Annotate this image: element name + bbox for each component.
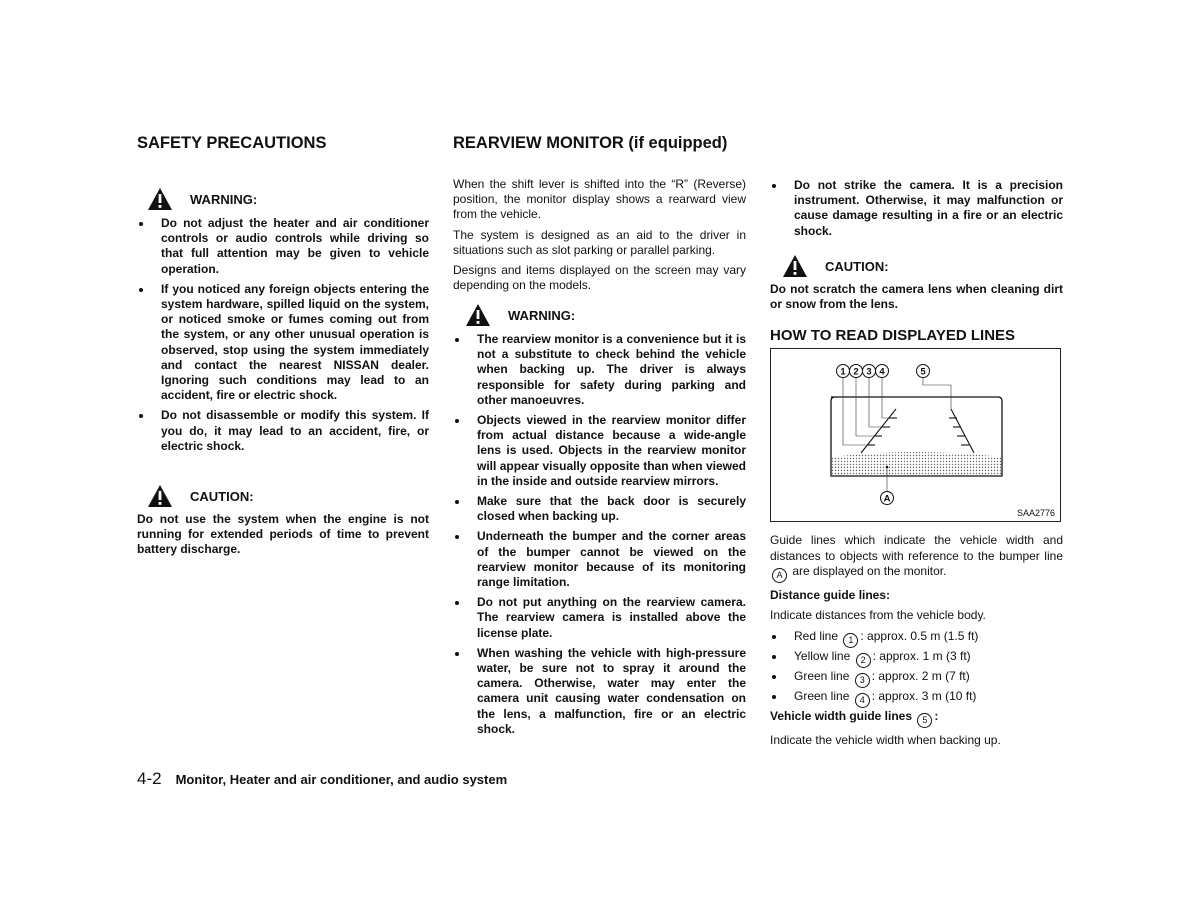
right-caution-text-block bbox=[770, 282, 1063, 312]
right-warning-list-block bbox=[770, 178, 1063, 244]
list-item: Green line 3 : approx. 2 m (7 ft) bbox=[770, 668, 1063, 688]
paragraph: The system is designed as an aid to the driver in situations such as slot parking or parallel parking. bbox=[453, 227, 746, 257]
number-badge: 3 bbox=[855, 673, 870, 688]
middle-warning-list-block bbox=[453, 332, 746, 742]
page-number: 4-2 bbox=[137, 769, 162, 788]
warning-triangle-icon bbox=[465, 303, 491, 327]
caution-label-right: CAUTION: bbox=[782, 254, 889, 278]
marker-a-badge: A bbox=[772, 568, 787, 583]
guide-lines-diagram bbox=[770, 348, 1061, 522]
list-item: Red line 1 : approx. 0.5 m (1.5 ft) bbox=[770, 628, 1063, 648]
callout-4-label: 4 bbox=[879, 366, 885, 378]
list-item: When washing the vehicle with high-pressure water, be sure not to spray it around the camera. Otherwise, water may enter the camera unit causing water condensation on the lens, a malfunction, fire or an electric shock. bbox=[453, 646, 746, 737]
warning-label-left: WARNING: bbox=[147, 187, 257, 211]
rearview-monitor-title: REARVIEW MONITOR (if equipped) bbox=[453, 134, 728, 152]
left-caution-text-block bbox=[137, 512, 429, 558]
list-item: If you noticed any foreign objects entering the system hardware, spilled liquid on the system, or noticed smoke or fumes coming out from the system, or any other unusual operation is observed, stop using the system immediately and contact the nearest NISSAN dealer. Ignoring such conditions may lead to an accident, fire or electric shock. bbox=[137, 282, 429, 404]
number-badge: 2 bbox=[856, 653, 871, 668]
callout-2-label: 2 bbox=[853, 366, 859, 378]
distance-guide-heading: Distance guide lines: bbox=[770, 588, 891, 602]
list-item: Yellow line 2 : approx. 1 m (3 ft) bbox=[770, 648, 1063, 668]
callout-3-label: 3 bbox=[866, 366, 872, 378]
left-warning-list bbox=[137, 216, 429, 454]
guide-description-block bbox=[770, 533, 1063, 754]
list-item: Do not disassemble or modify this system. If you do, it may lead to an accident, fire, or electric shock. bbox=[137, 408, 429, 454]
callout-5-label: 5 bbox=[920, 366, 926, 378]
list-item: Do not put anything on the rearview camera. The rearview camera is installed above the license plate. bbox=[453, 595, 746, 641]
distance-guide-list bbox=[770, 628, 1063, 708]
guide-lines-diagram-svg bbox=[771, 349, 1060, 521]
bumper-band bbox=[832, 452, 1001, 475]
distance-guide-desc: Indicate distances from the vehicle body. bbox=[770, 608, 986, 623]
list-item: Do not adjust the heater and air conditioner controls or audio controls while driving so that full attention may be given to vehicle operation. bbox=[137, 216, 429, 277]
list-item: Objects viewed in the rearview monitor differ from actual distance because a wide-angle lens is used. Objects in the rearview monitor will appear visually opposite than when viewed in the inside and outside rearview mirrors. bbox=[453, 413, 746, 489]
list-item: Underneath the bumper and the corner areas of the bumper cannot be viewed on the rearview monitor because of its monitoring range limitation. bbox=[453, 529, 746, 590]
guide-intro: Guide lines which indicate the vehicle width and distances to objects with reference to the bumper line A are displayed on the monitor. bbox=[770, 533, 1063, 583]
callout-1-label: 1 bbox=[840, 366, 846, 378]
list-item: The rearview monitor is a convenience but it is not a substitute to check behind the vehicle when backing up. The driver is always responsible for safety during parking and other manoeuvres. bbox=[453, 332, 746, 408]
list-item: Make sure that the back door is securely closed when backing up. bbox=[453, 494, 746, 524]
left-warning-list-block bbox=[137, 216, 429, 459]
list-item: Do not strike the camera. It is a precision instrument. Otherwise, it may malfunction or cause damage resulting in a fire or an electric shock. bbox=[770, 178, 1063, 239]
how-to-read-lines-heading: HOW TO READ DISPLAYED LINES bbox=[770, 327, 1016, 344]
paragraph: Designs and items displayed on the screen may vary depending on the models. bbox=[453, 263, 746, 293]
warning-triangle-icon bbox=[782, 254, 808, 278]
right-warning-list bbox=[770, 178, 1063, 239]
caution-text: Do not use the system when the engine is not running for extended periods of time to prevent battery discharge. bbox=[137, 512, 429, 557]
number-badge: 4 bbox=[855, 693, 870, 708]
caution-label-left: CAUTION: bbox=[147, 484, 254, 508]
warning-triangle-icon bbox=[147, 187, 173, 211]
warning-triangle-icon bbox=[147, 484, 173, 508]
safety-precautions-title: SAFETY PRECAUTIONS bbox=[137, 134, 327, 152]
paragraph: When the shift lever is shifted into the “R” (Reverse) position, the monitor display shows a rearward view from the vehicle. bbox=[453, 177, 746, 222]
number-badge: 1 bbox=[843, 633, 858, 648]
callout-a-label: A bbox=[883, 493, 891, 505]
list-item: Green line 4 : approx. 3 m (10 ft) bbox=[770, 688, 1063, 708]
warning-label-middle: WARNING: bbox=[465, 303, 575, 327]
number-badge: 5 bbox=[917, 713, 932, 728]
page-footer bbox=[137, 769, 507, 789]
width-guide-heading: Vehicle width guide lines 5 : bbox=[770, 709, 1063, 728]
middle-warning-list bbox=[453, 332, 746, 737]
figure-code: SAA2776 bbox=[1016, 508, 1055, 518]
chapter-title: Monitor, Heater and air conditioner, and audio system bbox=[175, 772, 508, 787]
caution-text: Do not scratch the camera lens when cleaning dirt or snow from the lens. bbox=[770, 282, 1063, 312]
intro-paragraphs bbox=[453, 177, 746, 298]
width-guide-desc: Indicate the vehicle width when backing up. bbox=[770, 733, 1001, 748]
